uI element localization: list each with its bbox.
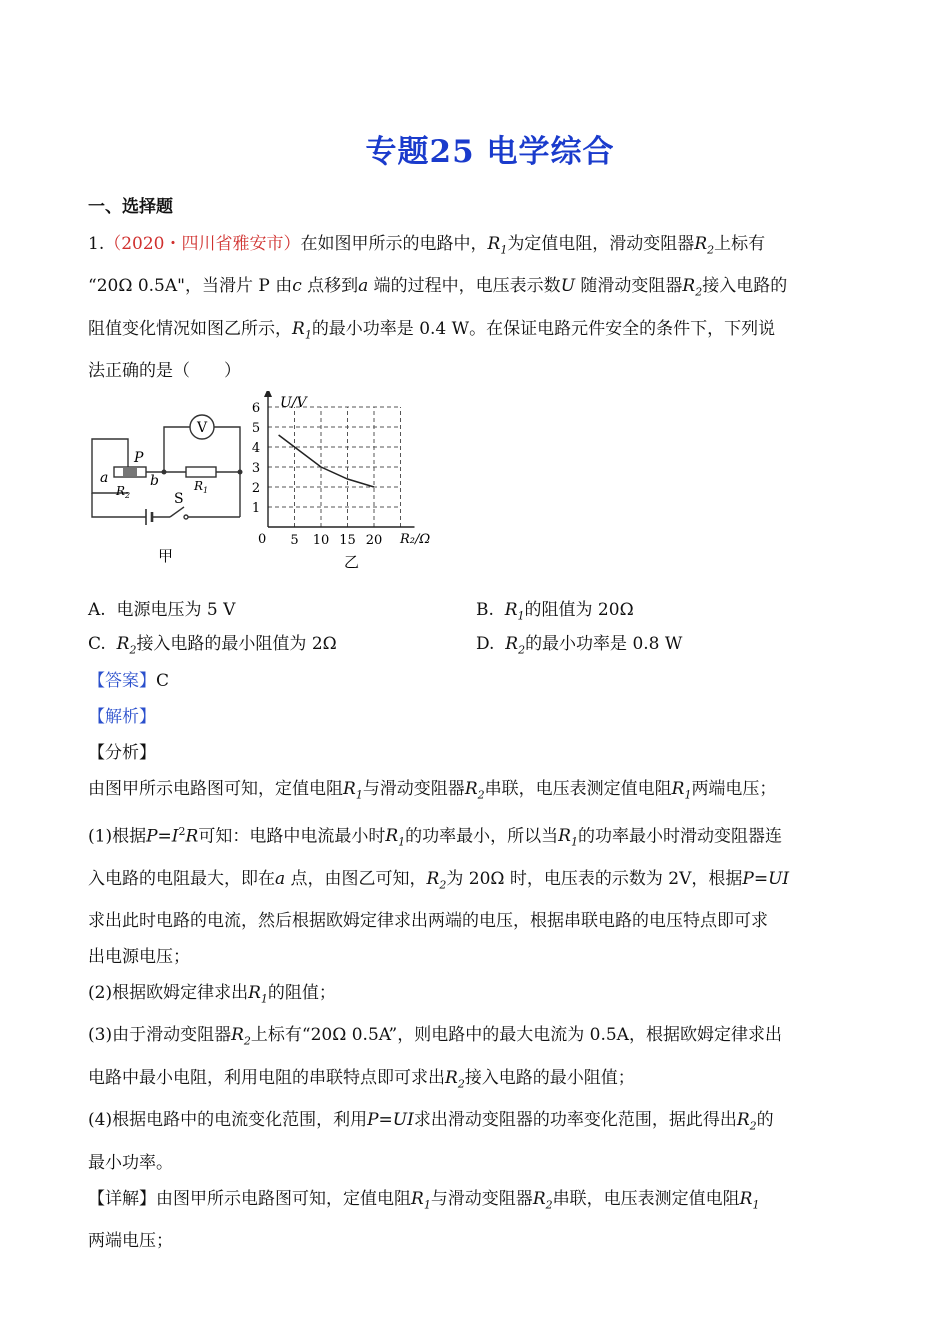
para-11: 【详解】由图甲所示电路图可知，定值电阻$R_1$与滑动变阻器$R_2$串联，电压表测定值电阻$R_1$ [88,1188,760,1211]
document-body [88,192,868,1259]
answer-line [88,663,868,699]
switch-lever [170,507,184,517]
slider-label: P [134,450,144,467]
question-line-3: 阻值变化情况如图乙所示，$R_1$的最小功率是 0.4 W。在保证电路元件安全的条件下，下列说 [88,318,776,342]
para-7: (3)由于滑动变阻器$R_2$上标有“20Ω 0.5A”，则电路中的最大电流为 0.5A，根据欧姆定律求出 [88,1025,782,1048]
voltage-resistance-graph [252,391,415,548]
para-9: (4)根据电路中的电流变化范围，利用P=UI求出滑动变阻器的功率变化范围，据此得出$R_2$的 [88,1110,774,1133]
graph-caption: 乙 [344,553,360,572]
symbol-R1: $R_1$ [487,234,508,257]
graph-y-label: U/V [280,395,307,412]
para-12: 两端电压； [88,1230,173,1251]
question-number: 1. [88,234,105,254]
para-4: 求出此时电路的电流，然后根据欧姆定律求出两端的电压，根据串联电路的电压特点即可求 [88,911,768,931]
question-line-1: 1.（2020・四川省雅安市）在如图甲所示的电路中，$R_1$为定值电阻，滑动变阻器$R_2$上标有 [88,234,766,257]
para-3: 入电路的电阻最大，即在a 点，由图乙可知，$R_2$为 20Ω 时，电压表的示数为 2V，根据P=UI [88,868,790,891]
wire-voltmeter-left [164,427,190,472]
x-tick-label: 15 [339,533,356,549]
y-tick-label: 3 [251,461,261,477]
para-1: 由图甲所示电路图可知，定值电阻$R_1$与滑动变阻器$R_2$串联，电压表测定值电阻$R_1$两端电压； [88,779,777,802]
circuit-and-graph-figure [88,391,468,587]
option-b[interactable]: B. $R_1$的阻值为 20Ω [476,600,634,623]
graph-origin-label: 0 [258,532,267,548]
x-tick-label: 5 [290,533,299,549]
circuit-caption: 甲 [158,547,174,566]
option-c[interactable]: C. $R_2$接入电路的最小阻值为 2Ω [88,634,337,657]
y-tick-label: 2 [251,481,261,497]
y-tick-label: 1 [251,501,261,517]
rheostat-r2-label: $R_2$ [116,484,131,501]
para-8: 电路中最小电阻，利用电阻的串联特点即可求出$R_2$接入电路的最小阻值； [88,1067,635,1091]
para-2: (1)根据$P=I^2R$可知：电路中电流最小时$R_1$的功率最小，所以当$R_1$的功率最小时滑动变阻器连 [88,824,782,849]
y-tick-label: 4 [251,441,261,457]
switch-contact [184,515,188,519]
answer-label: 【答案】 [88,671,156,692]
switch-label: S [174,491,184,508]
x-tick-label: 20 [365,533,383,549]
voltmeter-label: V [196,420,208,437]
section-heading: 一、选择题 [88,197,173,217]
figures-row [88,391,868,587]
para-10: 最小功率。 [88,1152,173,1173]
option-d[interactable]: D. $R_2$的最小功率是 0.8 W [476,634,683,657]
resistor-r1 [186,467,216,477]
para-5: 出电源电压； [88,947,190,967]
para-6: (2)根据欧姆定律求出$R_1$的阻值； [88,983,336,1006]
series-line [279,435,374,487]
page-title: 专题25 电学综合 [365,134,615,170]
analysis-label: 【解析】 [88,707,156,728]
fenxi-label: 【分析】 [88,743,156,764]
graph-x-label: R₂/Ω [400,532,431,548]
symbol-R1: $R_1$ [292,318,312,342]
symbol-R2: $R_2$ [694,234,715,257]
rheostat-slider [123,468,137,476]
rheostat-end-a: a [100,470,109,487]
option-a[interactable]: A. 电源电压为 5 V [88,600,236,621]
rheostat-end-b: b [150,473,159,490]
y-axis-arrow [264,391,272,397]
options [88,593,868,663]
answer-value: C [156,671,170,692]
junction-node-left [162,470,167,475]
resistor-r1-label: $R_1$ [194,479,209,496]
y-tick-label: 6 [251,401,261,417]
question-line-2: “20Ω 0.5A"，当滑片 P 由c 点移到a 端的过程中，电压表示数U 随滑动变阻器$R_2$接入电路的 [88,276,788,299]
question-line-4: 法正确的是（ ） [88,361,241,382]
junction-node-right [238,470,243,475]
x-tick-label: 10 [312,533,330,549]
y-tick-label: 5 [251,421,261,437]
symbol-R2: $R_2$ [682,276,703,299]
circuit-diagram [92,415,240,525]
question-source: （2020・四川省雅安市） [104,234,301,254]
